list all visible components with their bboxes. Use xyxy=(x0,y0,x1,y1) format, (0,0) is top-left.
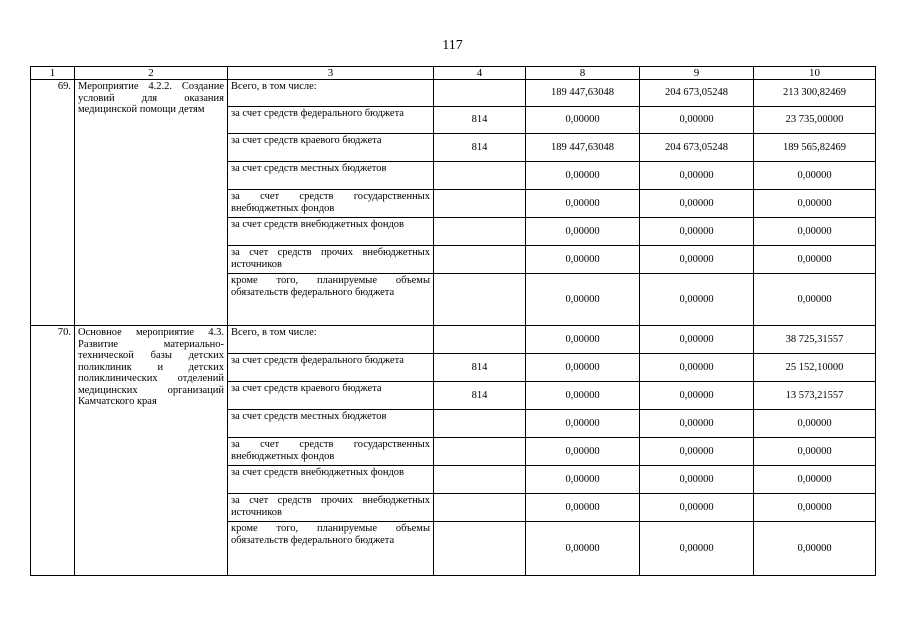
funding-source: за счет средств внебюджетных фондов xyxy=(228,218,434,246)
value-col-9: 204 673,05248 xyxy=(640,134,754,162)
budget-code xyxy=(434,162,526,190)
budget-code: 814 xyxy=(434,134,526,162)
budget-code: 814 xyxy=(434,382,526,410)
value-col-9: 0,00000 xyxy=(640,274,754,326)
value-col-8: 0,00000 xyxy=(526,494,640,522)
value-col-10: 0,00000 xyxy=(754,218,876,246)
funding-source: кроме того, планируемые объемы обязательств федерального бюджета xyxy=(228,274,434,326)
budget-code xyxy=(434,190,526,218)
funding-source: за счет средств прочих внебюджетных источников xyxy=(228,246,434,274)
row-number: 70. xyxy=(31,326,75,576)
funding-source: за счет средств внебюджетных фондов xyxy=(228,466,434,494)
budget-code xyxy=(434,410,526,438)
table-row xyxy=(31,80,876,107)
value-col-10: 38 725,31557 xyxy=(754,326,876,354)
budget-code xyxy=(434,494,526,522)
funding-source: за счет средств государственных внебюджетных фондов xyxy=(228,438,434,466)
value-col-10: 0,00000 xyxy=(754,274,876,326)
value-col-8: 0,00000 xyxy=(526,382,640,410)
budget-table xyxy=(30,66,876,576)
value-col-8: 0,00000 xyxy=(526,410,640,438)
column-header: 9 xyxy=(640,67,754,80)
value-col-8: 0,00000 xyxy=(526,190,640,218)
value-col-10: 23 735,00000 xyxy=(754,107,876,134)
budget-code xyxy=(434,246,526,274)
budget-code: 814 xyxy=(434,354,526,382)
column-number-row xyxy=(31,67,876,80)
value-col-8: 0,00000 xyxy=(526,218,640,246)
funding-source: за счет средств федерального бюджета xyxy=(228,354,434,382)
table-row xyxy=(31,326,876,354)
value-col-9: 0,00000 xyxy=(640,246,754,274)
column-header: 10 xyxy=(754,67,876,80)
value-col-9: 0,00000 xyxy=(640,522,754,576)
value-col-9: 0,00000 xyxy=(640,354,754,382)
funding-source: за счет средств государственных внебюджетных фондов xyxy=(228,190,434,218)
measure-name: Мероприятие 4.2.2. Создание условий для оказания медицинской помощи детям xyxy=(75,80,228,326)
column-header: 2 xyxy=(75,67,228,80)
value-col-9: 0,00000 xyxy=(640,190,754,218)
funding-source: за счет средств федерального бюджета xyxy=(228,107,434,134)
value-col-10: 0,00000 xyxy=(754,438,876,466)
value-col-9: 0,00000 xyxy=(640,162,754,190)
funding-source: за счет средств краевого бюджета xyxy=(228,382,434,410)
value-col-9: 0,00000 xyxy=(640,466,754,494)
funding-source: за счет средств прочих внебюджетных источников xyxy=(228,494,434,522)
value-col-10: 213 300,82469 xyxy=(754,80,876,107)
value-col-8: 0,00000 xyxy=(526,354,640,382)
value-col-10: 0,00000 xyxy=(754,162,876,190)
column-header: 1 xyxy=(31,67,75,80)
value-col-8: 0,00000 xyxy=(526,107,640,134)
value-col-8: 189 447,63048 xyxy=(526,80,640,107)
column-header: 4 xyxy=(434,67,526,80)
budget-code xyxy=(434,274,526,326)
value-col-10: 0,00000 xyxy=(754,466,876,494)
value-col-9: 0,00000 xyxy=(640,382,754,410)
budget-code xyxy=(434,438,526,466)
value-col-8: 189 447,63048 xyxy=(526,134,640,162)
value-col-10: 13 573,21557 xyxy=(754,382,876,410)
funding-source: кроме того, планируемые объемы обязательств федерального бюджета xyxy=(228,522,434,576)
value-col-9: 0,00000 xyxy=(640,438,754,466)
budget-code xyxy=(434,218,526,246)
budget-code: 814 xyxy=(434,107,526,134)
column-header: 3 xyxy=(228,67,434,80)
value-col-8: 0,00000 xyxy=(526,162,640,190)
row-number: 69. xyxy=(31,80,75,326)
page-number: 117 xyxy=(442,38,463,53)
budget-code xyxy=(434,326,526,354)
value-col-8: 0,00000 xyxy=(526,438,640,466)
value-col-9: 0,00000 xyxy=(640,494,754,522)
value-col-9: 204 673,05248 xyxy=(640,80,754,107)
value-col-8: 0,00000 xyxy=(526,246,640,274)
value-col-9: 0,00000 xyxy=(640,107,754,134)
budget-code xyxy=(434,80,526,107)
budget-code xyxy=(434,466,526,494)
value-col-8: 0,00000 xyxy=(526,274,640,326)
value-col-8: 0,00000 xyxy=(526,522,640,576)
funding-source: за счет средств местных бюджетов xyxy=(228,410,434,438)
value-col-10: 0,00000 xyxy=(754,522,876,576)
column-header: 8 xyxy=(526,67,640,80)
value-col-9: 0,00000 xyxy=(640,410,754,438)
funding-source: за счет средств краевого бюджета xyxy=(228,134,434,162)
value-col-10: 25 152,10000 xyxy=(754,354,876,382)
value-col-10: 0,00000 xyxy=(754,410,876,438)
value-col-10: 0,00000 xyxy=(754,494,876,522)
value-col-9: 0,00000 xyxy=(640,218,754,246)
value-col-10: 189 565,82469 xyxy=(754,134,876,162)
funding-source: за счет средств местных бюджетов xyxy=(228,162,434,190)
value-col-8: 0,00000 xyxy=(526,326,640,354)
value-col-8: 0,00000 xyxy=(526,466,640,494)
value-col-10: 0,00000 xyxy=(754,190,876,218)
budget-code xyxy=(434,522,526,576)
funding-source: Всего, в том числе: xyxy=(228,80,434,107)
funding-source: Всего, в том числе: xyxy=(228,326,434,354)
value-col-9: 0,00000 xyxy=(640,326,754,354)
value-col-10: 0,00000 xyxy=(754,246,876,274)
measure-name: Основное мероприятие 4.3. Развитие материально-технической базы детских поликлиник и детских поликлинических отделений медицинских организаций Камчатского края xyxy=(75,326,228,576)
